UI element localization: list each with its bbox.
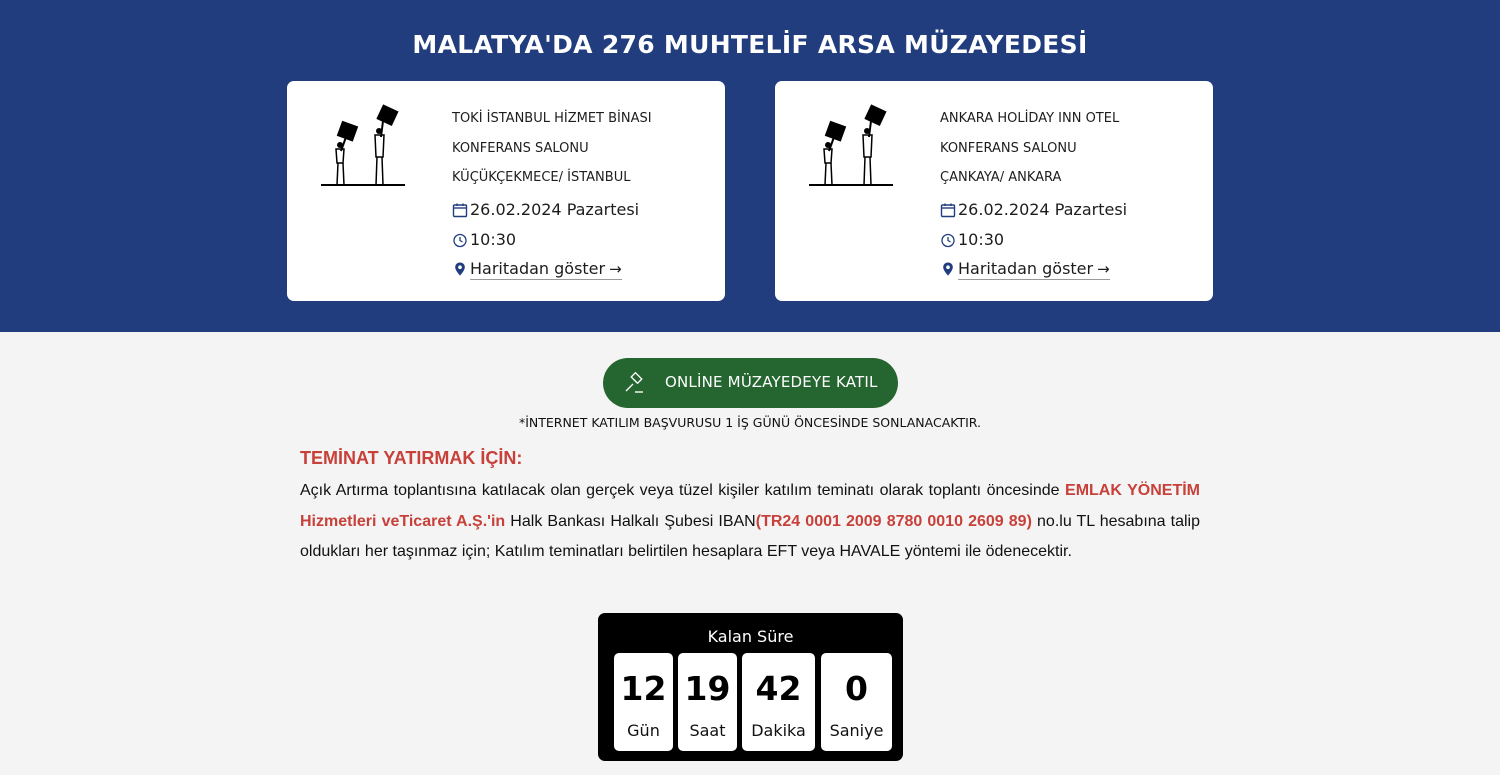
company-name: EMLAK YÖNETİM Hizmetleri veTicaret A.Ş.'in [300, 482, 1200, 530]
show-on-map-label: Haritadan göster [958, 258, 1094, 278]
countdown-hours-value: 19 [684, 669, 731, 708]
calendar-icon [940, 202, 956, 218]
venue-location: ÇANKAYA/ ANKARA [940, 170, 1062, 185]
countdown-seconds [821, 653, 892, 751]
venue-hall: KONFERANS SALONU [940, 140, 1077, 156]
countdown-hours [678, 653, 737, 751]
venue-date-row [940, 196, 1200, 226]
countdown-title: Kalan Süre [707, 627, 794, 646]
venue-card-istanbul [287, 81, 725, 301]
deposit-text-part-3: no.lu TL hesabına talip oldukları her taşınmaz için; Katılım teminatları belirtilen hesaplara EFT veya HAVALE yöntemi ile ödenecektir. [300, 512, 1201, 560]
countdown-days-label: Gün [627, 721, 660, 740]
calendar-icon [452, 202, 468, 218]
venue-time: 10:30 [958, 229, 1005, 249]
venue-time-row [940, 225, 1200, 255]
venue-hall: KONFERANS SALONU [452, 140, 589, 156]
venue-name: ANKARA HOLİDAY INN OTEL [940, 111, 1120, 126]
venue-map-row [452, 255, 712, 285]
venue-name: TOKİ İSTANBUL HİZMET BİNASI [452, 111, 652, 126]
main-content [0, 332, 1500, 775]
venue-map-row [940, 255, 1200, 285]
show-on-map-label: Haritadan göster [470, 258, 606, 278]
map-pin-icon [452, 261, 468, 277]
venue-date: 26.02.2024 Pazartesi [470, 200, 640, 220]
countdown-seconds-label: Saniye [829, 721, 884, 740]
venue-card-ankara [775, 81, 1213, 301]
gavel-icon [623, 372, 647, 396]
arrow-right-icon: → [1097, 259, 1110, 278]
show-on-map-link[interactable] [470, 259, 622, 280]
countdown-hours-label: Saat [689, 721, 726, 740]
countdown-seconds-value: 0 [845, 669, 868, 708]
countdown-minutes-value: 42 [755, 669, 802, 708]
countdown-days [614, 653, 673, 751]
page-title: MALATYA'DA 276 MUHTELİF ARSA MÜZAYEDESİ [412, 30, 1088, 59]
deposit-text [300, 476, 1200, 568]
auction-paddles-icon [807, 101, 897, 189]
auction-paddles-icon [319, 101, 409, 189]
show-on-map-link[interactable] [958, 259, 1110, 280]
deposit-text-part-1: Açık Artırma toplantısına katılacak olan gerçek veya tüzel kişiler katılım teminatı olarak toplantı öncesinde [300, 482, 1066, 499]
deadline-note: *İNTERNET KATILIM BAŞVURUSU 1 İŞ GÜNÜ ÖNCESİNDE SONLANACAKTIR. [518, 415, 982, 430]
arrow-right-icon: → [609, 259, 622, 278]
venue-location: KÜÇÜKÇEKMECE/ İSTANBUL [452, 170, 631, 185]
hero-banner [0, 0, 1500, 332]
countdown-minutes [742, 653, 815, 751]
countdown-timer [598, 613, 903, 761]
venue-time-row [452, 225, 712, 255]
venue-time: 10:30 [470, 229, 517, 249]
venue-date-row [452, 196, 712, 226]
map-pin-icon [940, 261, 956, 277]
countdown-days-value: 12 [620, 669, 667, 708]
join-online-auction-button[interactable] [603, 358, 898, 408]
venue-date: 26.02.2024 Pazartesi [958, 200, 1128, 220]
clock-icon [452, 232, 468, 248]
clock-icon [940, 232, 956, 248]
countdown-minutes-label: Dakika [751, 721, 806, 740]
join-online-auction-label: ONLİNE MÜZAYEDEYE KATIL [665, 373, 878, 391]
deposit-text-part-2: Halk Bankası Halkalı Şubesi IBAN [505, 512, 756, 530]
deposit-title: TEMİNAT YATIRMAK İÇİN: [300, 448, 523, 468]
iban-number: (TR24 0001 2009 8780 0010 2609 89) [755, 512, 1032, 530]
